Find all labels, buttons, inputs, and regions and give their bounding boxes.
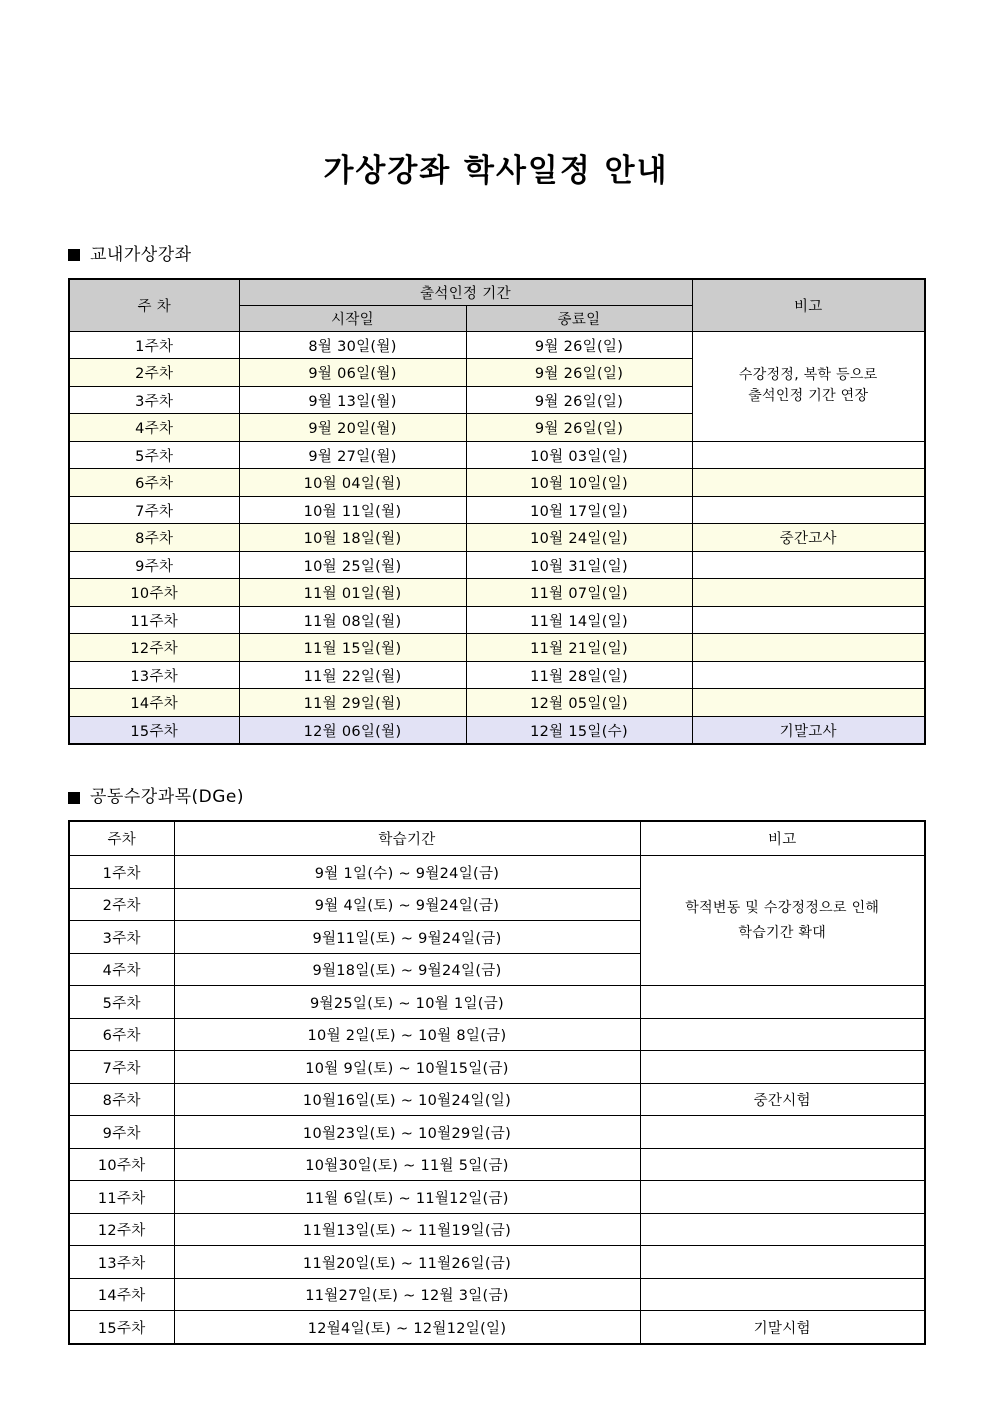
cell-end: 10월 03일(일): [466, 441, 692, 469]
cell-period: 9월 1일(수) ~ 9월24일(금): [174, 856, 640, 889]
table-row: [69, 689, 925, 717]
cell-remark: 기말시험: [640, 1311, 925, 1344]
cell-week: 8주차: [69, 1083, 174, 1116]
cell-start: 11월 22일(월): [239, 661, 466, 689]
cell-week: 5주차: [69, 441, 239, 469]
bullet-square-icon: [68, 792, 80, 804]
cell-period: 11월13일(토) ~ 11월19일(금): [174, 1213, 640, 1246]
cell-period: 10월23일(토) ~ 10월29일(금): [174, 1116, 640, 1149]
cell-week: 3주차: [69, 386, 239, 414]
section-label-campus: 교내가상강좌: [90, 244, 192, 265]
cell-end: 12월 05일(일): [466, 689, 692, 717]
cell-week: 15주차: [69, 716, 239, 744]
col-header-remark: 비고: [692, 279, 925, 332]
page-title: 가상강좌 학사일정 안내: [323, 153, 669, 189]
col-header-attendance-period: 출석인정 기간: [239, 279, 692, 306]
cell-remark: [692, 496, 925, 524]
cell-week: 4주차: [69, 953, 174, 986]
cell-start: 9월 27일(월): [239, 441, 466, 469]
table-row: [69, 1278, 925, 1311]
cell-end: 11월 14일(일): [466, 606, 692, 634]
cell-period: 12월4일(토) ~ 12월12일(일): [174, 1311, 640, 1344]
table-row: [69, 1213, 925, 1246]
table-row: [69, 579, 925, 607]
cell-week: 11주차: [69, 1181, 174, 1214]
cell-remark: [692, 606, 925, 634]
cell-start: 8월 30일(월): [239, 331, 466, 359]
cell-remark: [692, 469, 925, 497]
cell-week: 5주차: [69, 986, 174, 1019]
cell-remark: [640, 1278, 925, 1311]
table-row: [69, 551, 925, 579]
cell-remark: [640, 1148, 925, 1181]
col-header-start-date: 시작일: [239, 305, 466, 331]
cell-week: 9주차: [69, 1116, 174, 1149]
cell-start: 11월 29일(월): [239, 689, 466, 717]
bullet-square-icon: [68, 249, 80, 261]
cell-period: 9월25일(토) ~ 10월 1일(금): [174, 986, 640, 1019]
cell-remark: [692, 689, 925, 717]
table-row: [69, 1246, 925, 1279]
cell-start: 12월 06일(월): [239, 716, 466, 744]
table-row: [69, 441, 925, 469]
cell-start: 9월 06일(월): [239, 359, 466, 387]
cell-remark: 중간시험: [640, 1083, 925, 1116]
table-dge-body: [69, 856, 925, 1344]
col-header-week: 주차: [69, 821, 174, 856]
cell-end: 11월 07일(일): [466, 579, 692, 607]
cell-remark: [640, 1181, 925, 1214]
cell-start: 10월 04일(월): [239, 469, 466, 497]
cell-start: 11월 15일(월): [239, 634, 466, 662]
cell-week: 14주차: [69, 1278, 174, 1311]
table-campus-head: [69, 279, 925, 332]
table-row: [69, 331, 925, 359]
cell-period: 11월20일(토) ~ 11월26일(금): [174, 1246, 640, 1279]
cell-week: 7주차: [69, 1051, 174, 1084]
cell-remark-merged: 학적변동 및 수강정정으로 인해 학습기간 확대: [640, 856, 925, 986]
cell-remark: [640, 1018, 925, 1051]
cell-week: 4주차: [69, 414, 239, 442]
cell-week: 1주차: [69, 331, 239, 359]
cell-week: 2주차: [69, 359, 239, 387]
col-header-end-date: 종료일: [466, 305, 692, 331]
cell-start: 10월 18일(월): [239, 524, 466, 552]
table-row: [69, 606, 925, 634]
table-campus-virtual-courses: [68, 278, 926, 746]
cell-end: 11월 28일(일): [466, 661, 692, 689]
cell-end: 10월 10일(일): [466, 469, 692, 497]
table-row: [69, 1116, 925, 1149]
cell-week: 6주차: [69, 469, 239, 497]
table-row: [69, 1148, 925, 1181]
cell-period: 9월 4일(토) ~ 9월24일(금): [174, 888, 640, 921]
section-header-dge: [68, 789, 992, 806]
table-dge-shared-courses: [68, 820, 926, 1345]
cell-week: 2주차: [69, 888, 174, 921]
cell-period: 9월11일(토) ~ 9월24일(금): [174, 921, 640, 954]
cell-start: 11월 01일(월): [239, 579, 466, 607]
table-row: [69, 856, 925, 889]
cell-week: 8주차: [69, 524, 239, 552]
cell-end: 12월 15일(수): [466, 716, 692, 744]
cell-start: 9월 13일(월): [239, 386, 466, 414]
cell-remark: [640, 986, 925, 1019]
table-row: [69, 1018, 925, 1051]
table-campus-header-row-1: [69, 279, 925, 306]
table-row: [69, 1051, 925, 1084]
col-header-study-period: 학습기간: [174, 821, 640, 856]
cell-remark: [692, 661, 925, 689]
cell-end: 10월 31일(일): [466, 551, 692, 579]
cell-remark: [692, 551, 925, 579]
table-row: [69, 634, 925, 662]
cell-period: 9월18일(토) ~ 9월24일(금): [174, 953, 640, 986]
cell-end: 9월 26일(일): [466, 331, 692, 359]
cell-week: 10주차: [69, 579, 239, 607]
cell-week: 12주차: [69, 1213, 174, 1246]
cell-week: 13주차: [69, 661, 239, 689]
cell-week: 10주차: [69, 1148, 174, 1181]
cell-week: 7주차: [69, 496, 239, 524]
table-row: [69, 524, 925, 552]
cell-end: 10월 24일(일): [466, 524, 692, 552]
cell-remark: [692, 634, 925, 662]
cell-week: 6주차: [69, 1018, 174, 1051]
cell-start: 10월 25일(월): [239, 551, 466, 579]
cell-week: 12주차: [69, 634, 239, 662]
cell-week: 1주차: [69, 856, 174, 889]
cell-end: 9월 26일(일): [466, 414, 692, 442]
table-campus-body: [69, 331, 925, 744]
cell-week: 11주차: [69, 606, 239, 634]
cell-end: 9월 26일(일): [466, 386, 692, 414]
table-dge-head: [69, 821, 925, 856]
section-header-campus: [68, 244, 992, 265]
cell-start: 11월 08일(월): [239, 606, 466, 634]
cell-remark: [640, 1051, 925, 1084]
cell-end: 9월 26일(일): [466, 359, 692, 387]
cell-period: 11월27일(토) ~ 12월 3일(금): [174, 1278, 640, 1311]
cell-end: 10월 17일(일): [466, 496, 692, 524]
cell-remark: [692, 579, 925, 607]
cell-start: 10월 11일(월): [239, 496, 466, 524]
cell-remark: 중간고사: [692, 524, 925, 552]
cell-period: 10월 9일(토) ~ 10월15일(금): [174, 1051, 640, 1084]
cell-week: 14주차: [69, 689, 239, 717]
cell-week: 9주차: [69, 551, 239, 579]
cell-end: 11월 21일(일): [466, 634, 692, 662]
cell-remark: [640, 1116, 925, 1149]
cell-remark: [692, 441, 925, 469]
table-row: [69, 661, 925, 689]
section-label-dge: 공동수강과목(DGe): [90, 787, 245, 808]
cell-start: 9월 20일(월): [239, 414, 466, 442]
table-row: [69, 496, 925, 524]
table-dge-header-row: [69, 821, 925, 856]
cell-period: 10월 2일(토) ~ 10월 8일(금): [174, 1018, 640, 1051]
cell-period: 10월30일(토) ~ 11월 5일(금): [174, 1148, 640, 1181]
table-row: [69, 716, 925, 744]
table-row: [69, 1311, 925, 1344]
cell-week: 15주차: [69, 1311, 174, 1344]
cell-period: 10월16일(토) ~ 10월24일(일): [174, 1083, 640, 1116]
cell-period: 11월 6일(토) ~ 11월12일(금): [174, 1181, 640, 1214]
cell-week: 13주차: [69, 1246, 174, 1279]
col-header-week: 주 차: [69, 279, 239, 332]
table-row: [69, 1083, 925, 1116]
cell-remark: [640, 1246, 925, 1279]
cell-week: 3주차: [69, 921, 174, 954]
col-header-remark: 비고: [640, 821, 925, 856]
table-row: [69, 469, 925, 497]
cell-remark: 기말고사: [692, 716, 925, 744]
table-row: [69, 1181, 925, 1214]
table-row: [69, 986, 925, 1019]
cell-remark-merged: 수강정정, 복학 등으로 출석인정 기간 연장: [692, 331, 925, 441]
cell-remark: [640, 1213, 925, 1246]
